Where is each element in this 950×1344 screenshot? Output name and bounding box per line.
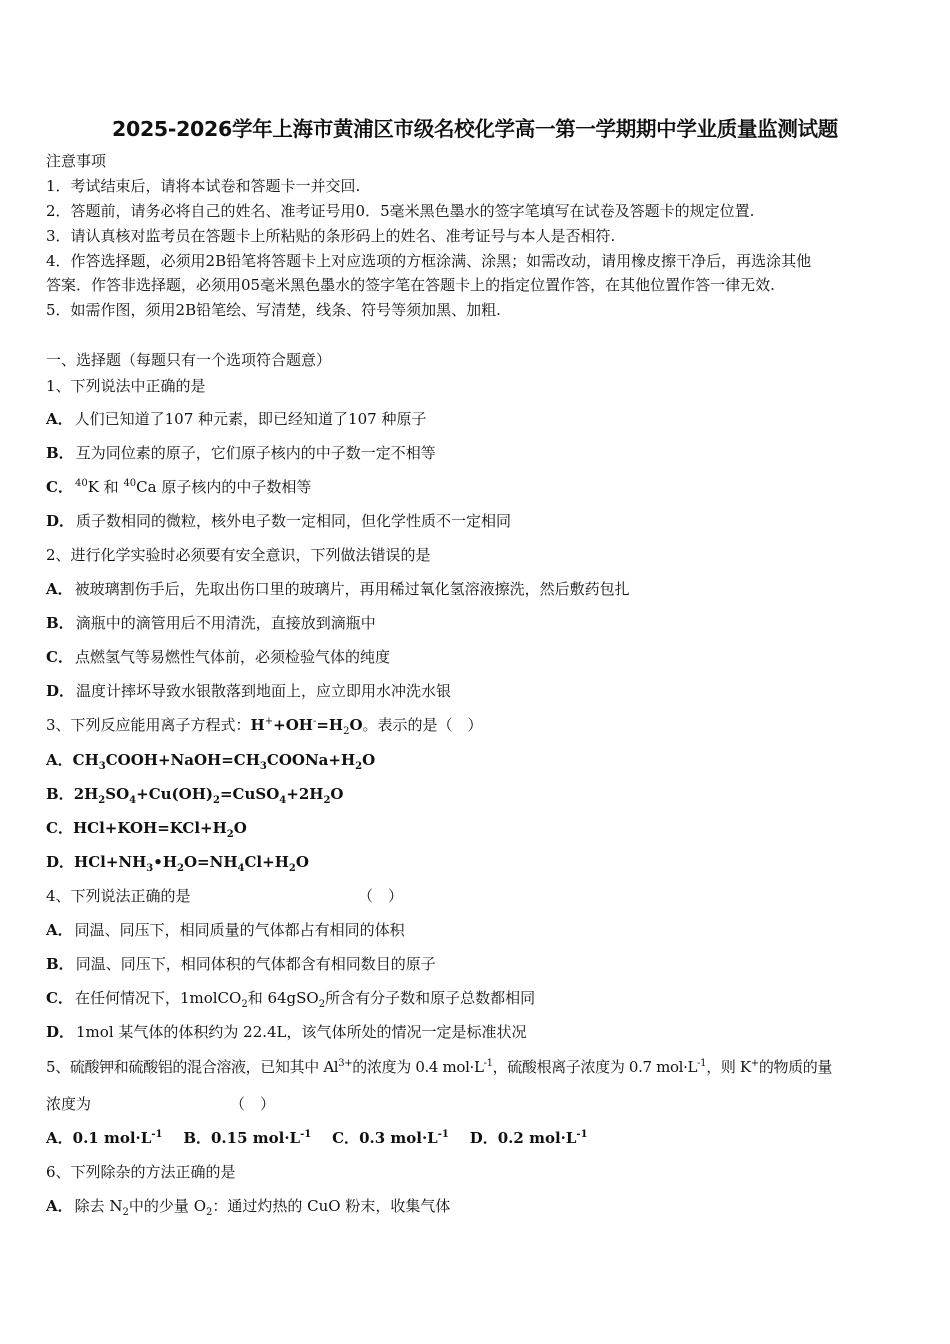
- option-b: B．$2H_2SO_4+Cu(OH)_2=CuSO_4+2H_2O$: [46, 785, 344, 806]
- option-c: C． 点燃氢气等易燃性气体前，必须检验气体的纯度: [46, 648, 390, 666]
- option-a: A． 同温、同压下，相同质量的气体都占有相同的体积: [46, 921, 405, 939]
- option-a: A． 被玻璃割伤手后，先取出伤口里的玻璃片，再用稀过氧化氢溶液擦洗，然后敷药包扎: [46, 580, 630, 598]
- question-stem: 6、下列除杂的方法正确的是: [46, 1163, 236, 1181]
- question-stem: 1、下列说法中正确的是: [46, 377, 206, 395]
- question-stem-cont: 浓度为: [46, 1095, 92, 1113]
- option-d: D． 1mol 某气体的体积约为 22.4L，该气体所处的情况一定是标准状况: [46, 1023, 527, 1041]
- option-c: C． $^{40}$K 和 $^{40}$Ca 原子核内的中子数相等: [46, 478, 312, 496]
- option-b: B． 互为同位素的原子，它们原子核内的中子数一定不相等: [46, 444, 436, 462]
- question-stem: 3、下列反应能用离子方程式：$H^++OH^-=H_2O$。表示的是（ ）: [46, 716, 483, 737]
- option-a: A．0.1 $mol\cdot L^{-1}$: [46, 1129, 163, 1147]
- option-c: C．$HCl+KOH=KCl+H_2O$: [46, 819, 247, 840]
- option-a: A． 人们已知道了107 种元素，即已经知道了107 种原子: [46, 410, 427, 428]
- option-b: B． 同温、同压下，相同体积的气体都含有相同数目的原子: [46, 955, 436, 973]
- notice-item: 1．考试结束后，请将本试卷和答题卡一并交回.: [46, 177, 361, 195]
- notice-heading: 注意事项: [46, 152, 107, 170]
- question-stem: 5、硫酸钾和硫酸铝的混合溶液，已知其中 $Al^{3+}$的浓度为 0.4 $mol\cdot L^{-1}$，硫酸根离子浓度为 0.7 $mol\cdot L^{-1}$，则 K+的物质的量: [46, 1058, 833, 1076]
- notice-item: 4．作答选择题，必须用2B铅笔将答题卡上对应选项的方框涂满、涂黑；如需改动，请用橡皮擦干净后，再选涂其他: [46, 252, 812, 270]
- notice-item: 答案．作答非选择题，必须用05毫米黑色墨水的签字笔在答题卡上的指定位置作答，在其他位置作答一律无效.: [46, 276, 775, 294]
- answer-paren: （ ）: [358, 887, 404, 905]
- option-c: C． 在任何情况下，1molCO$_2$和 64gSO$_2$所含有分子数和原子总数都相同: [46, 989, 536, 1010]
- question-stem: 2、进行化学实验时必须要有安全意识，下列做法错误的是: [46, 546, 431, 564]
- option-a: A．$CH_3COOH+NaOH=CH_3COONa+H_2O$: [46, 751, 376, 772]
- option-d: D．$HCl+NH_3•H_2O=NH_4Cl+H_2O$: [46, 853, 309, 874]
- answer-paren: （ ）: [230, 1095, 276, 1113]
- option-b: B． 滴瓶中的滴管用后不用清洗，直接放到滴瓶中: [46, 614, 376, 632]
- option-d: D．0.2 $mol\cdot L^{-1}$: [469, 1129, 588, 1147]
- option-d: D． 质子数相同的微粒，核外电子数一定相同，但化学性质不一定相同: [46, 512, 512, 530]
- option-c: C．0.3 $mol\cdot L^{-1}$: [332, 1129, 449, 1147]
- notice-item: 5．如需作图，须用2B铅笔绘、写清楚，线条、符号等须加黑、加粗.: [46, 301, 501, 319]
- notice-item: 2．答题前，请务必将自己的姓名、准考证号用0．5毫米黑色墨水的签字笔填写在试卷及答题卡的规定位置.: [46, 202, 755, 220]
- page-title: 2025-2026学年上海市黄浦区市级名校化学高一第一学期期中学业质量监测试题: [112, 117, 838, 141]
- option-row: [46, 1128, 588, 1148]
- option-b: B．0.15 $mol\cdot L^{-1}$: [183, 1129, 312, 1147]
- option-d: D． 温度计摔坏导致水银散落到地面上，应立即用水冲洗水银: [46, 682, 452, 700]
- notice-item: 3．请认真核对监考员在答题卡上所粘贴的条形码上的姓名、准考证号与本人是否相符.: [46, 227, 616, 245]
- option-a: A． 除去 $N_2$中的少量 $O_2$：通过灼热的 CuO 粉末，收集气体: [46, 1197, 451, 1218]
- section-heading: 一、选择题（每题只有一个选项符合题意）: [46, 351, 332, 369]
- question-stem: 4、下列说法正确的是: [46, 887, 191, 905]
